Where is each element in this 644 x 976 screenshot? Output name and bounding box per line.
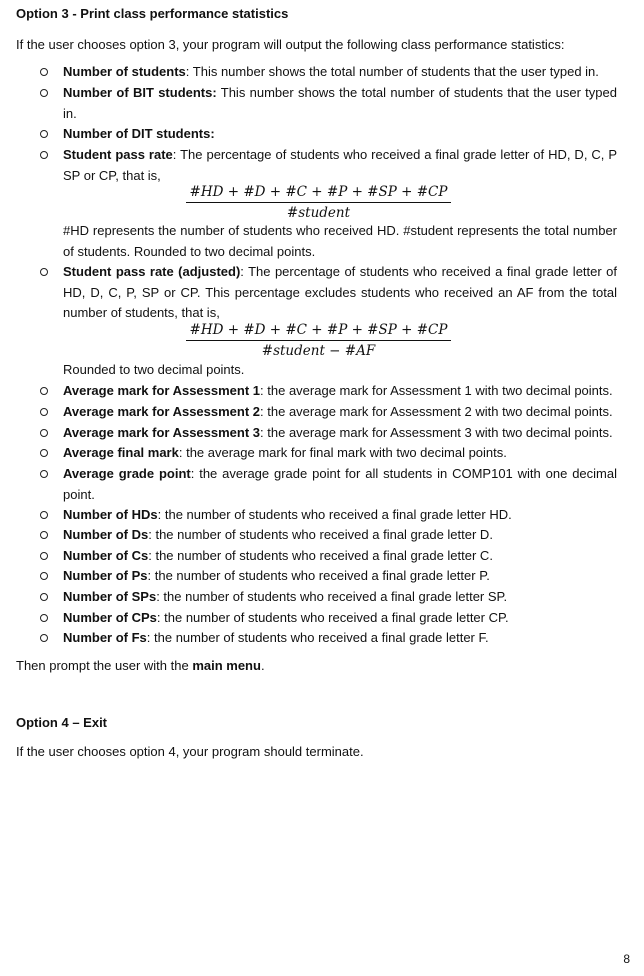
bullet-icon (40, 429, 48, 437)
bullet-icon (40, 511, 48, 519)
item-text: : the number of students who received a final grade letter CP. (156, 610, 509, 625)
item-text: : the number of students who received a final grade letter P. (147, 568, 490, 583)
bullet-icon (40, 408, 48, 416)
item-text: : the number of students who received a final grade letter HD. (157, 507, 512, 522)
item-label: Average final mark (63, 445, 179, 460)
main-menu-term: main menu (192, 658, 261, 673)
formula-numerator: #HD + #D + #C + #P + #SP + #CP (186, 322, 452, 341)
bullet-icon (40, 634, 48, 642)
formula-denominator: #student (286, 205, 351, 221)
bullet-icon (40, 89, 48, 97)
item-label: Number of SPs (63, 589, 157, 604)
item-text: : the average grade point for all students in COMP101 with one decimal point. (63, 466, 617, 502)
option4-text: If the user chooses option 4, your program should terminate. (16, 744, 364, 759)
bullet-icon (40, 614, 48, 622)
item-label: Number of Ds (63, 527, 149, 542)
main-menu-prompt: Then prompt the user with the main menu. (16, 658, 265, 673)
item-label: Number of DIT students: (63, 126, 215, 141)
item-label: Number of BIT students: (63, 85, 217, 100)
bullet-icon (40, 531, 48, 539)
page-number: 8 (623, 952, 630, 966)
item-label: Student pass rate (63, 147, 173, 162)
formula-numerator: #HD + #D + #C + #P + #SP + #CP (186, 184, 452, 203)
item-label: Number of Ps (63, 568, 148, 583)
item-label: Average mark for Assessment 3 (63, 425, 261, 440)
bullet-icon (40, 449, 48, 457)
item-label: Average mark for Assessment 1 (63, 383, 261, 398)
item-text: : the average mark for final mark with two decimal points. (178, 445, 507, 460)
formula-denominator: #student − #AF (261, 343, 376, 359)
item-label: Average mark for Assessment 2 (63, 404, 261, 419)
option3-intro: If the user chooses option 3, your program will output the following class performance statistics: (16, 37, 565, 52)
item-label: Number of CPs (63, 610, 157, 625)
item-text: : The percentage of students who received a final grade letter of HD, D, C, P, SP or CP. This percentage excludes students who received an AF from the total number of students, that is, (63, 264, 617, 320)
item-label: Number of HDs (63, 507, 158, 522)
item-label: Number of Cs (63, 548, 149, 563)
item-text: : the average mark for Assessment 1 with two decimal points. (260, 383, 613, 398)
option4-heading: Option 4 – Exit (16, 715, 108, 730)
item-text: : The percentage of students who received a final grade letter of HD, D, C, P SP or CP, that is, (63, 147, 618, 183)
item-text: : the number of students who received a final grade letter C. (148, 548, 493, 563)
item-text: : the number of students who received a final grade letter D. (148, 527, 493, 542)
item-label: Average grade point (63, 466, 191, 481)
adjusted-pass-rate-formula (16, 322, 621, 359)
bullet-icon (40, 552, 48, 560)
bullet-icon (40, 151, 48, 159)
item-label: Number of students (63, 64, 186, 79)
option3-heading: Option 3 - Print class performance statistics (16, 6, 289, 21)
item-text: : This number shows the total number of students that the user typed in. (185, 64, 599, 79)
item-text: : the average mark for Assessment 2 with two decimal points. (260, 404, 613, 419)
bullet-icon (40, 387, 48, 395)
adjusted-note: Rounded to two decimal points. (63, 362, 245, 377)
item-text: This number shows the total number of students that the user typed in. (63, 85, 617, 121)
item-label: Student pass rate (adjusted) (63, 264, 241, 279)
bullet-icon (40, 572, 48, 580)
item-text: : the number of students who received a final grade letter SP. (156, 589, 508, 604)
bullet-icon (40, 130, 48, 138)
bullet-icon (40, 268, 48, 276)
bullet-icon (40, 470, 48, 478)
pass-rate-note: #HD represents the number of students who received HD. #student represents the total number of students. Rounded to two decimal points. (63, 223, 617, 259)
pass-rate-formula (16, 184, 621, 221)
item-text: : the number of students who received a final grade letter F. (146, 630, 489, 645)
bullet-icon (40, 68, 48, 76)
item-label: Number of Fs (63, 630, 147, 645)
item-text: : the average mark for Assessment 3 with two decimal points. (260, 425, 613, 440)
bullet-icon (40, 593, 48, 601)
